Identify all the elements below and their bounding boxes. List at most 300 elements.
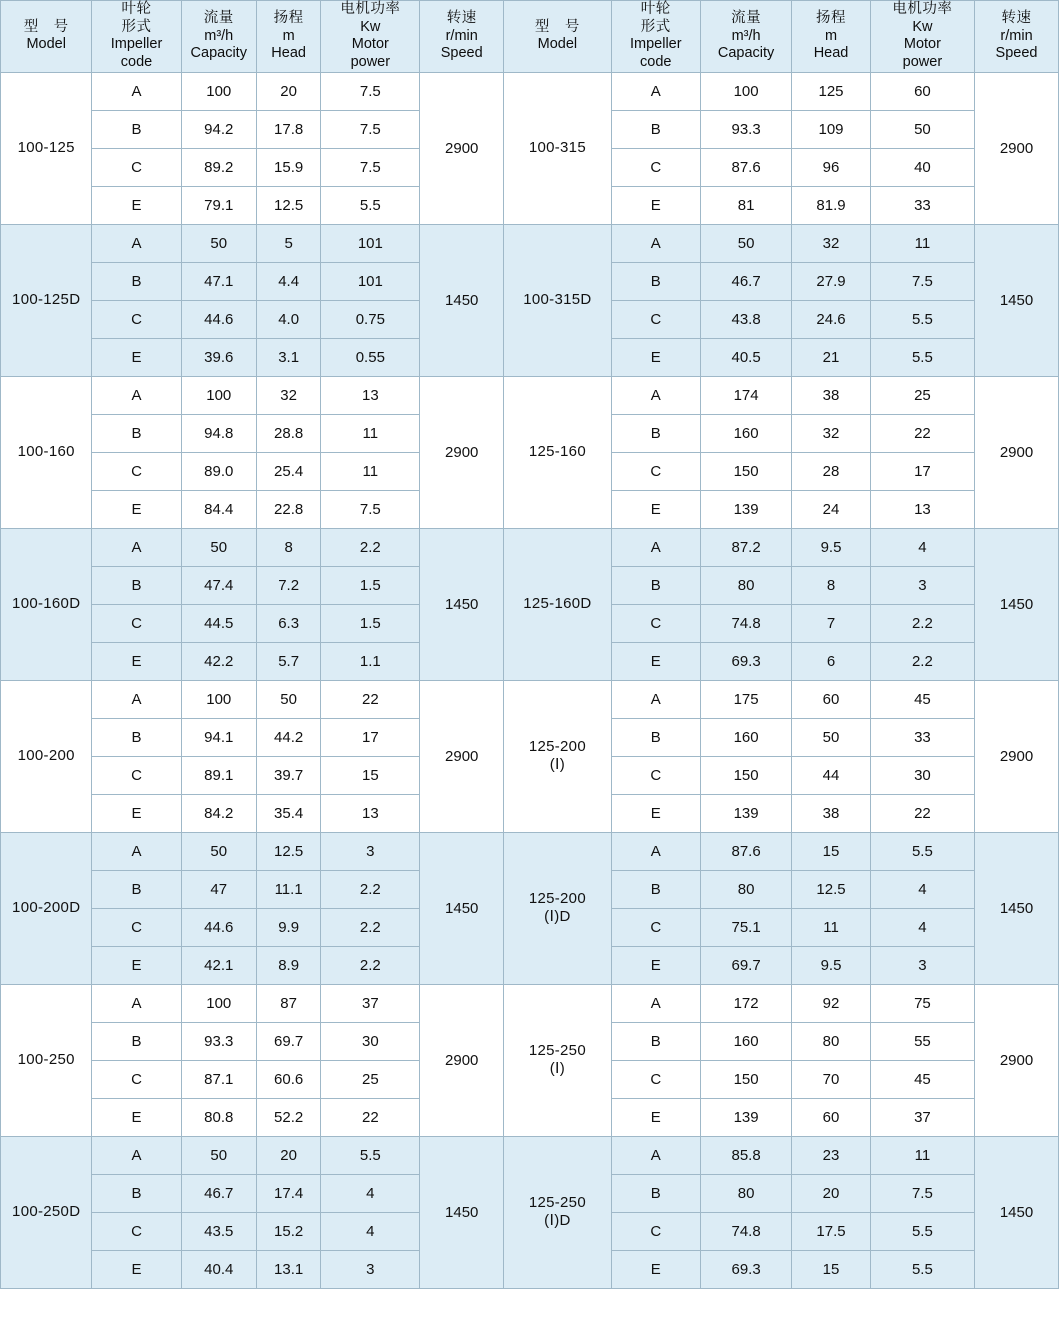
right-head-cell: 8	[792, 566, 870, 604]
left-capacity-cell: 40.4	[181, 1250, 256, 1288]
right-capacity-cell: 69.3	[700, 642, 791, 680]
table-row	[1, 832, 1059, 870]
left-code-cell: A	[92, 984, 181, 1022]
right-capacity-cell: 139	[700, 794, 791, 832]
right-head-cell: 96	[792, 148, 870, 186]
right-capacity-cell: 100	[700, 72, 791, 110]
left-capacity-cell: 94.8	[181, 414, 256, 452]
left-power-cell: 5.5	[321, 186, 420, 224]
left-head-cell: 87	[256, 984, 321, 1022]
right-code-cell: B	[611, 718, 700, 756]
header-power-left-cn: 电机功率	[340, 1, 401, 17]
left-power-cell: 4	[321, 1174, 420, 1212]
left-code-cell: A	[92, 224, 181, 262]
right-head-cell: 92	[792, 984, 870, 1022]
left-capacity-cell: 84.4	[181, 490, 256, 528]
header-head-right	[792, 1, 870, 73]
left-power-cell: 0.75	[321, 300, 420, 338]
left-capacity-cell: 42.1	[181, 946, 256, 984]
right-head-cell: 12.5	[792, 870, 870, 908]
right-capacity-cell: 85.8	[700, 1136, 791, 1174]
right-code-cell: B	[611, 870, 700, 908]
left-code-cell: B	[92, 718, 181, 756]
table-header	[1, 1, 1059, 73]
speed-cell-left: 1450	[420, 832, 504, 984]
right-head-cell: 38	[792, 794, 870, 832]
left-capacity-cell: 39.6	[181, 338, 256, 376]
header-head-left-cn: 扬程	[273, 9, 304, 26]
left-head-cell: 12.5	[256, 186, 321, 224]
header-impeller-left-cn2: 形式	[121, 18, 152, 35]
right-code-cell: E	[611, 946, 700, 984]
right-head-cell: 9.5	[792, 946, 870, 984]
right-head-cell: 7	[792, 604, 870, 642]
left-code-cell: A	[92, 832, 181, 870]
header-power-left	[321, 1, 420, 73]
left-capacity-cell: 100	[181, 376, 256, 414]
left-head-cell: 7.2	[256, 566, 321, 604]
right-head-cell: 21	[792, 338, 870, 376]
left-head-cell: 12.5	[256, 832, 321, 870]
header-power-left-unit: Kw	[360, 18, 381, 35]
left-capacity-cell: 89.2	[181, 148, 256, 186]
left-code-cell: E	[92, 1098, 181, 1136]
header-power-right-en1: Motor	[903, 36, 941, 53]
left-capacity-cell: 50	[181, 528, 256, 566]
right-power-cell: 33	[870, 186, 974, 224]
header-speed-right	[975, 1, 1059, 73]
left-capacity-cell: 100	[181, 72, 256, 110]
right-code-cell: C	[611, 1060, 700, 1098]
left-power-cell: 2.2	[321, 528, 420, 566]
right-code-cell: B	[611, 262, 700, 300]
right-code-cell: A	[611, 832, 700, 870]
right-capacity-cell: 50	[700, 224, 791, 262]
right-head-cell: 24	[792, 490, 870, 528]
left-code-cell: C	[92, 1212, 181, 1250]
speed-cell-right: 1450	[975, 832, 1059, 984]
model-cell-right: 100-315D	[504, 224, 612, 376]
left-capacity-cell: 89.1	[181, 756, 256, 794]
right-code-cell: B	[611, 1174, 700, 1212]
right-capacity-cell: 160	[700, 414, 791, 452]
left-capacity-cell: 87.1	[181, 1060, 256, 1098]
left-capacity-cell: 44.5	[181, 604, 256, 642]
right-power-cell: 3	[870, 566, 974, 604]
right-power-cell: 7.5	[870, 1174, 974, 1212]
left-code-cell: B	[92, 1174, 181, 1212]
right-capacity-cell: 69.3	[700, 1250, 791, 1288]
header-speed-right-en: Speed	[995, 45, 1038, 62]
left-capacity-cell: 84.2	[181, 794, 256, 832]
right-code-cell: A	[611, 224, 700, 262]
left-capacity-cell: 100	[181, 984, 256, 1022]
right-head-cell: 15	[792, 1250, 870, 1288]
left-capacity-cell: 44.6	[181, 300, 256, 338]
speed-cell-right: 1450	[975, 528, 1059, 680]
model-cell-right: 100-315	[504, 72, 612, 224]
right-code-cell: C	[611, 604, 700, 642]
model-cell-left: 100-160D	[1, 528, 92, 680]
right-head-cell: 60	[792, 680, 870, 718]
model-cell-left: 100-250	[1, 984, 92, 1136]
left-head-cell: 4.4	[256, 262, 321, 300]
left-code-cell: C	[92, 908, 181, 946]
left-power-cell: 7.5	[321, 72, 420, 110]
left-head-cell: 8.9	[256, 946, 321, 984]
right-head-cell: 125	[792, 72, 870, 110]
right-code-cell: E	[611, 338, 700, 376]
header-power-left-en2: power	[350, 54, 391, 71]
right-code-cell: C	[611, 1212, 700, 1250]
left-code-cell: A	[92, 1136, 181, 1174]
left-code-cell: A	[92, 376, 181, 414]
model-cell-left: 100-160	[1, 376, 92, 528]
header-speed-right-cn: 转速	[1001, 9, 1032, 26]
right-power-cell: 40	[870, 148, 974, 186]
left-head-cell: 11.1	[256, 870, 321, 908]
right-power-cell: 5.5	[870, 832, 974, 870]
right-power-cell: 5.5	[870, 1212, 974, 1250]
right-capacity-cell: 160	[700, 718, 791, 756]
left-power-cell: 30	[321, 1022, 420, 1060]
right-capacity-cell: 174	[700, 376, 791, 414]
model-cell-left: 100-125D	[1, 224, 92, 376]
header-power-right-en2: power	[902, 54, 943, 71]
left-power-cell: 5.5	[321, 1136, 420, 1174]
speed-cell-right: 1450	[975, 224, 1059, 376]
table-row	[1, 224, 1059, 262]
header-capacity-left-en: Capacity	[190, 45, 247, 62]
model-cell-right: 125-250 (Ⅰ)D	[504, 1136, 612, 1288]
right-capacity-cell: 80	[700, 566, 791, 604]
right-capacity-cell: 87.6	[700, 832, 791, 870]
left-code-cell: B	[92, 1022, 181, 1060]
left-power-cell: 1.5	[321, 604, 420, 642]
left-head-cell: 17.4	[256, 1174, 321, 1212]
right-code-cell: A	[611, 72, 700, 110]
header-row	[1, 1, 1059, 73]
header-speed-left-unit: r/min	[445, 27, 478, 44]
left-code-cell: B	[92, 262, 181, 300]
left-power-cell: 15	[321, 756, 420, 794]
left-power-cell: 2.2	[321, 908, 420, 946]
header-capacity-right	[700, 1, 791, 73]
right-code-cell: B	[611, 566, 700, 604]
left-capacity-cell: 47.4	[181, 566, 256, 604]
right-power-cell: 11	[870, 224, 974, 262]
left-head-cell: 22.8	[256, 490, 321, 528]
right-power-cell: 11	[870, 1136, 974, 1174]
left-code-cell: E	[92, 1250, 181, 1288]
left-power-cell: 22	[321, 1098, 420, 1136]
right-code-cell: A	[611, 984, 700, 1022]
header-power-left-en1: Motor	[351, 36, 389, 53]
left-power-cell: 0.55	[321, 338, 420, 376]
left-head-cell: 5.7	[256, 642, 321, 680]
left-code-cell: E	[92, 338, 181, 376]
right-power-cell: 5.5	[870, 1250, 974, 1288]
speed-cell-left: 1450	[420, 224, 504, 376]
left-capacity-cell: 46.7	[181, 1174, 256, 1212]
header-model-left	[1, 1, 92, 73]
right-head-cell: 32	[792, 224, 870, 262]
model-cell-left: 100-250D	[1, 1136, 92, 1288]
header-impeller-right-cn1: 叶轮	[640, 1, 671, 17]
right-code-cell: E	[611, 1098, 700, 1136]
model-cell-left: 100-125	[1, 72, 92, 224]
left-power-cell: 101	[321, 224, 420, 262]
left-power-cell: 1.5	[321, 566, 420, 604]
right-code-cell: A	[611, 680, 700, 718]
speed-cell-right: 2900	[975, 680, 1059, 832]
left-capacity-cell: 79.1	[181, 186, 256, 224]
left-code-cell: C	[92, 452, 181, 490]
right-capacity-cell: 81	[700, 186, 791, 224]
left-head-cell: 69.7	[256, 1022, 321, 1060]
right-power-cell: 22	[870, 794, 974, 832]
right-capacity-cell: 160	[700, 1022, 791, 1060]
left-capacity-cell: 89.0	[181, 452, 256, 490]
header-head-left-en: Head	[271, 45, 306, 62]
right-power-cell: 37	[870, 1098, 974, 1136]
left-code-cell: B	[92, 566, 181, 604]
left-head-cell: 50	[256, 680, 321, 718]
header-head-left	[256, 1, 321, 73]
model-cell-right: 125-200 (Ⅰ)	[504, 680, 612, 832]
left-power-cell: 2.2	[321, 870, 420, 908]
right-power-cell: 17	[870, 452, 974, 490]
left-head-cell: 17.8	[256, 110, 321, 148]
left-head-cell: 15.2	[256, 1212, 321, 1250]
left-head-cell: 60.6	[256, 1060, 321, 1098]
right-power-cell: 55	[870, 1022, 974, 1060]
right-head-cell: 60	[792, 1098, 870, 1136]
right-code-cell: E	[611, 186, 700, 224]
left-power-cell: 7.5	[321, 148, 420, 186]
right-head-cell: 81.9	[792, 186, 870, 224]
left-capacity-cell: 47	[181, 870, 256, 908]
model-cell-right: 125-160D	[504, 528, 612, 680]
header-capacity-right-unit: m³/h	[731, 27, 761, 44]
speed-cell-right: 1450	[975, 1136, 1059, 1288]
right-head-cell: 24.6	[792, 300, 870, 338]
left-capacity-cell: 94.2	[181, 110, 256, 148]
right-code-cell: A	[611, 1136, 700, 1174]
left-power-cell: 17	[321, 718, 420, 756]
left-head-cell: 52.2	[256, 1098, 321, 1136]
header-model-right-cn: 型 号	[534, 18, 580, 35]
header-power-right-cn: 电机功率	[892, 1, 953, 17]
right-code-cell: E	[611, 642, 700, 680]
left-head-cell: 44.2	[256, 718, 321, 756]
right-head-cell: 11	[792, 908, 870, 946]
right-power-cell: 7.5	[870, 262, 974, 300]
model-cell-right: 125-160	[504, 376, 612, 528]
right-power-cell: 2.2	[870, 642, 974, 680]
header-model-left-cn: 型 号	[23, 18, 69, 35]
left-capacity-cell: 50	[181, 1136, 256, 1174]
left-code-cell: E	[92, 946, 181, 984]
header-impeller-right-en1: Impeller	[629, 36, 682, 53]
right-power-cell: 3	[870, 946, 974, 984]
header-impeller-left-cn1: 叶轮	[121, 1, 152, 17]
right-code-cell: C	[611, 756, 700, 794]
right-head-cell: 109	[792, 110, 870, 148]
left-power-cell: 25	[321, 1060, 420, 1098]
left-capacity-cell: 50	[181, 832, 256, 870]
table-row	[1, 376, 1059, 414]
left-code-cell: A	[92, 72, 181, 110]
right-head-cell: 17.5	[792, 1212, 870, 1250]
speed-cell-right: 2900	[975, 984, 1059, 1136]
right-capacity-cell: 175	[700, 680, 791, 718]
header-model-right	[504, 1, 612, 73]
right-power-cell: 5.5	[870, 338, 974, 376]
right-capacity-cell: 93.3	[700, 110, 791, 148]
right-code-cell: C	[611, 452, 700, 490]
left-head-cell: 8	[256, 528, 321, 566]
header-power-right-unit: Kw	[912, 18, 933, 35]
left-power-cell: 3	[321, 832, 420, 870]
left-head-cell: 35.4	[256, 794, 321, 832]
speed-cell-left: 2900	[420, 680, 504, 832]
left-capacity-cell: 44.6	[181, 908, 256, 946]
right-capacity-cell: 150	[700, 1060, 791, 1098]
left-capacity-cell: 80.8	[181, 1098, 256, 1136]
right-code-cell: B	[611, 414, 700, 452]
right-head-cell: 27.9	[792, 262, 870, 300]
left-head-cell: 6.3	[256, 604, 321, 642]
right-code-cell: E	[611, 794, 700, 832]
left-code-cell: A	[92, 680, 181, 718]
right-capacity-cell: 69.7	[700, 946, 791, 984]
left-capacity-cell: 100	[181, 680, 256, 718]
right-power-cell: 22	[870, 414, 974, 452]
right-capacity-cell: 87.6	[700, 148, 791, 186]
right-capacity-cell: 40.5	[700, 338, 791, 376]
right-code-cell: C	[611, 300, 700, 338]
right-head-cell: 38	[792, 376, 870, 414]
left-power-cell: 13	[321, 376, 420, 414]
right-capacity-cell: 150	[700, 452, 791, 490]
left-code-cell: C	[92, 604, 181, 642]
speed-cell-left: 1450	[420, 1136, 504, 1288]
speed-cell-left: 1450	[420, 528, 504, 680]
left-code-cell: B	[92, 110, 181, 148]
right-code-cell: E	[611, 1250, 700, 1288]
right-capacity-cell: 80	[700, 870, 791, 908]
left-capacity-cell: 50	[181, 224, 256, 262]
left-power-cell: 3	[321, 1250, 420, 1288]
left-code-cell: C	[92, 148, 181, 186]
right-head-cell: 28	[792, 452, 870, 490]
left-power-cell: 13	[321, 794, 420, 832]
model-cell-left: 100-200D	[1, 832, 92, 984]
left-power-cell: 7.5	[321, 490, 420, 528]
right-power-cell: 50	[870, 110, 974, 148]
table-row	[1, 528, 1059, 566]
left-code-cell: B	[92, 870, 181, 908]
header-capacity-left-unit: m³/h	[204, 27, 234, 44]
right-power-cell: 75	[870, 984, 974, 1022]
right-capacity-cell: 46.7	[700, 262, 791, 300]
right-capacity-cell: 172	[700, 984, 791, 1022]
speed-cell-right: 2900	[975, 376, 1059, 528]
right-code-cell: A	[611, 376, 700, 414]
left-code-cell: E	[92, 490, 181, 528]
right-power-cell: 33	[870, 718, 974, 756]
right-power-cell: 2.2	[870, 604, 974, 642]
right-capacity-cell: 87.2	[700, 528, 791, 566]
right-head-cell: 80	[792, 1022, 870, 1060]
header-head-left-unit: m	[282, 27, 295, 44]
table-row	[1, 984, 1059, 1022]
right-power-cell: 4	[870, 870, 974, 908]
left-power-cell: 22	[321, 680, 420, 718]
right-head-cell: 32	[792, 414, 870, 452]
right-power-cell: 30	[870, 756, 974, 794]
right-head-cell: 20	[792, 1174, 870, 1212]
left-head-cell: 20	[256, 1136, 321, 1174]
model-cell-left: 100-200	[1, 680, 92, 832]
right-power-cell: 4	[870, 528, 974, 566]
left-capacity-cell: 94.1	[181, 718, 256, 756]
header-speed-left-en: Speed	[440, 45, 483, 62]
right-power-cell: 60	[870, 72, 974, 110]
left-head-cell: 4.0	[256, 300, 321, 338]
right-power-cell: 5.5	[870, 300, 974, 338]
left-power-cell: 11	[321, 414, 420, 452]
right-capacity-cell: 75.1	[700, 908, 791, 946]
model-cell-right: 125-200 (Ⅰ)D	[504, 832, 612, 984]
right-power-cell: 25	[870, 376, 974, 414]
table-body	[1, 72, 1059, 1288]
table-row	[1, 680, 1059, 718]
speed-cell-left: 2900	[420, 376, 504, 528]
header-impeller-left-en1: Impeller	[110, 36, 163, 53]
left-head-cell: 5	[256, 224, 321, 262]
right-capacity-cell: 139	[700, 490, 791, 528]
header-capacity-left	[181, 1, 256, 73]
right-capacity-cell: 150	[700, 756, 791, 794]
left-head-cell: 9.9	[256, 908, 321, 946]
right-head-cell: 9.5	[792, 528, 870, 566]
left-code-cell: B	[92, 414, 181, 452]
header-impeller-right-cn2: 形式	[640, 18, 671, 35]
header-capacity-left-cn: 流量	[203, 9, 234, 26]
right-code-cell: B	[611, 1022, 700, 1060]
left-power-cell: 2.2	[321, 946, 420, 984]
left-capacity-cell: 47.1	[181, 262, 256, 300]
left-code-cell: E	[92, 186, 181, 224]
right-code-cell: C	[611, 148, 700, 186]
left-head-cell: 3.1	[256, 338, 321, 376]
header-capacity-right-cn: 流量	[731, 9, 762, 26]
header-power-right	[870, 1, 974, 73]
left-code-cell: E	[92, 794, 181, 832]
left-head-cell: 32	[256, 376, 321, 414]
right-head-cell: 44	[792, 756, 870, 794]
header-head-right-cn: 扬程	[816, 9, 847, 26]
header-capacity-right-en: Capacity	[717, 45, 775, 62]
header-impeller-left-en2: code	[120, 54, 153, 71]
right-head-cell: 50	[792, 718, 870, 756]
header-speed-left	[420, 1, 504, 73]
right-power-cell: 13	[870, 490, 974, 528]
speed-cell-left: 2900	[420, 72, 504, 224]
header-impeller-right-en2: code	[640, 54, 672, 71]
